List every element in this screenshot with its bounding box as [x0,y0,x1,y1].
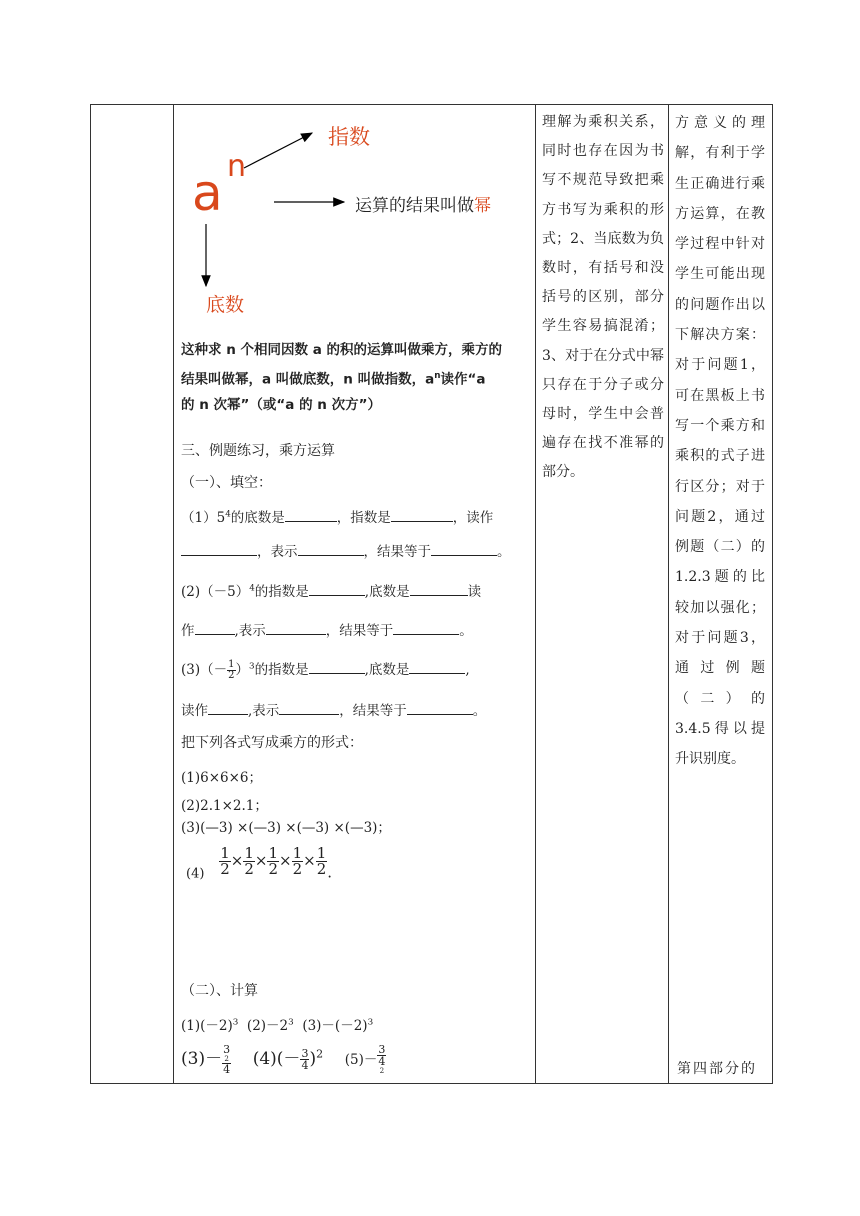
definition-line-3: 的 n 次幂”（或“a 的 n 次方”） [181,396,381,413]
convert-item-3: (3)(—3) ×(—3) ×(—3) ×(—3)； [181,820,391,836]
blank-field [195,622,235,635]
definition-line-1: 这种求 n 个相同因数 a 的积的运算叫做乘方，乘方的 [181,342,503,358]
question-2-line-2: 作 ,表示 ，结果等于 。 [181,623,473,639]
blank-field [298,543,364,556]
base-letter: a [192,164,223,222]
blank-field [266,622,326,635]
convert-item-2: (2)2.1×2.1； [181,798,268,814]
definition [181,338,531,418]
blank-field [431,543,497,556]
blank-field [393,622,459,635]
arrow-to-exponent [244,133,312,168]
blank-field [407,702,473,715]
solution-strategy-text: 方意义的理解，有利于学生正确进行乘方运算，在教学过程中针对学生可能出现的问题作出以下解决方案：对于问题1，可在黑板上书写一个乘方和乘积的式子进行区分；对于问题2，通过例题（二）的1.2.3题的比较加以强化；对于问题3，通过例题（二）的3.4.5得以提升识别度。 [675,115,765,768]
calc-row-2: (3)－ 3 2 4 (4)(－ $\frac{3}{4}$ )$^2$ (5)－ 3 4 2 [181,1043,386,1076]
table-border-bottom [90,1083,773,1084]
convert-title: 把下列各式写成乘方的形式： [181,735,363,751]
question-1-line-1: $(1)5^4$的底数是 ，指数是 ，读作 [181,509,494,526]
blank-field [409,661,465,674]
question-3-line-2: 读作 ,表示 ，结果等于 。 [181,703,487,719]
blank-field [181,543,257,556]
question-3-line-1: (3)（－ $\frac{1}{2}$ ）$^3$的指数是 ,底数是 , [181,659,470,681]
difficulty-analysis-text: 理解为乘积关系，同时也存在因为书写不规范导致把乘方书写为乘积的形式；2、当底数为负数时，有括号和没括号的区别，部分学生容易搞混淆；3、对于在分式中幂只存在于分子或分母时，学生中会普遍存在找不准幂的部分。 [542,114,664,481]
question-1-line-2: ，表示 ，结果等于 。 [181,540,511,560]
blank-field [391,509,453,522]
part-2-title: （二）、计算 [181,983,258,999]
blank-field [309,661,365,674]
part-1-title: （一）、填空： [181,475,272,491]
result-label-prefix: 运算的结果叫做 [355,196,474,216]
exponent-letter: n [227,149,247,184]
convert-item-4: (4) $\frac{1}{2}$ × $\frac{1}{2}$ × $\frac{1}{2}$ × $\frac{1}{2}$ × $\frac{1}{2}$ . [186,844,333,882]
calc-row-1: $(1)(-2)^3$ $(2)-2^3$ $(3)-(-2)^3$ [181,1017,374,1034]
definition-line-2: 结果叫做幂，a 叫做底数，n 叫做指数，$a^n$读作“a [181,370,486,387]
blank-field [410,583,468,596]
solution-strategy-continuation: 第四部分的 [677,1061,757,1077]
base-label: 底数 [206,294,245,316]
section-3-title: 三、例题练习，乘方运算 [181,443,335,459]
blank-field [285,509,337,522]
exponent-label: 指数 [328,125,370,149]
blank-field [208,702,248,715]
convert-item-1: (1)6×6×6； [181,770,263,786]
blank-field [309,583,365,596]
question-2-line-1: $(2)(-5)^4$的指数是 ,底数是 读 [181,583,482,600]
blank-field [279,702,339,715]
result-label-term: 幂 [474,196,491,216]
